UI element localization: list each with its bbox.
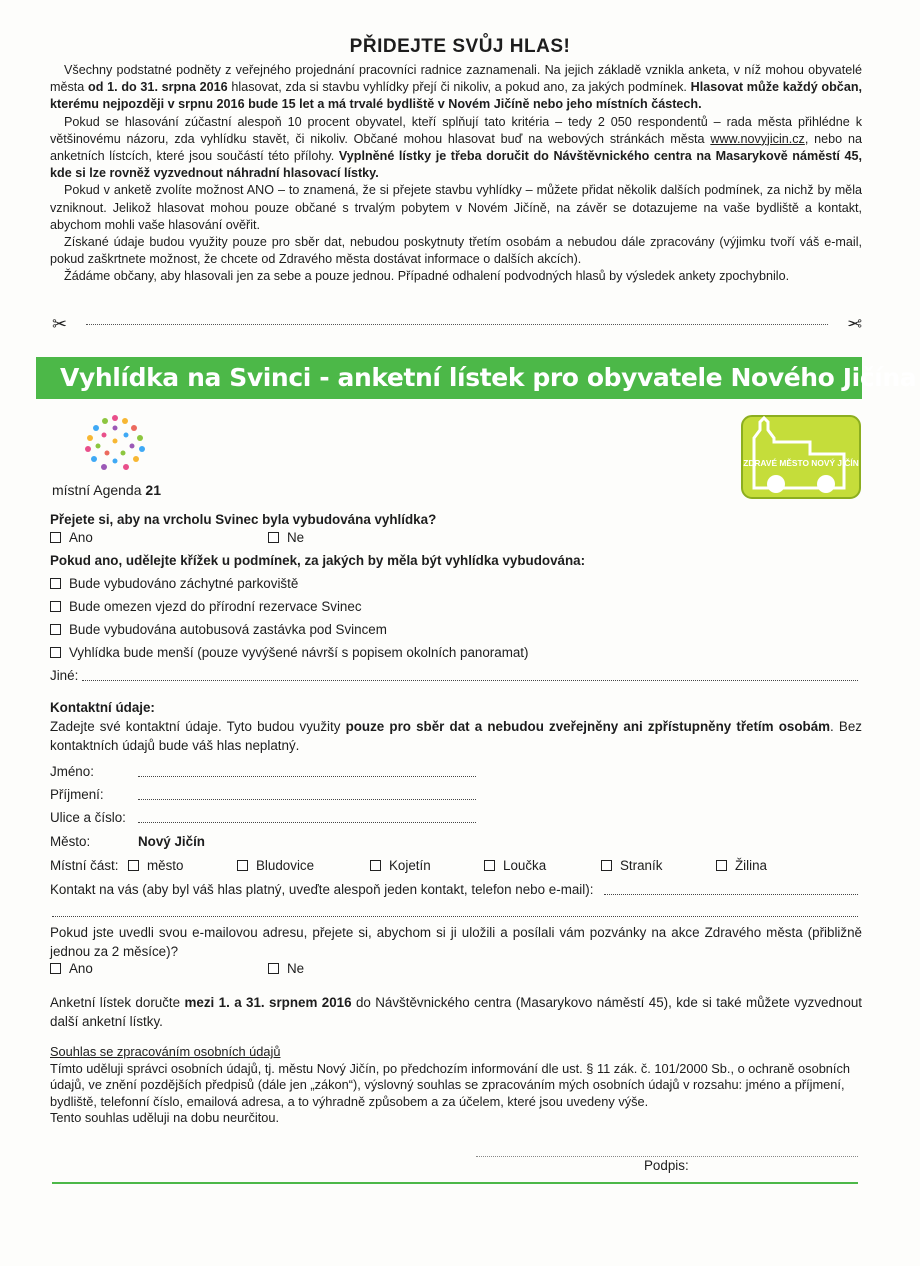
checkbox-icon[interactable] [237, 860, 248, 871]
intro-text [50, 62, 862, 286]
city-value: Nový Jičín [138, 834, 205, 849]
form-title: Vyhlídka na Svinci - anketní lístek pro obyvatele Nového Jičína [60, 363, 917, 392]
checkbox-icon[interactable] [370, 860, 381, 871]
district-option-loucka[interactable]: Loučka [484, 858, 546, 873]
q1-option-no[interactable]: Ne [268, 530, 304, 545]
contact-field-line-2[interactable] [52, 916, 858, 917]
question-vyhlidka: Přejete si, aby na vrcholu Svinec byla vybudována vyhlídka? [50, 512, 437, 527]
name-field[interactable] [138, 776, 476, 777]
checkbox-icon[interactable] [50, 578, 61, 589]
consent-section [50, 1044, 862, 1127]
footer-divider [52, 1182, 858, 1184]
district-option-mesto[interactable]: město [128, 858, 183, 873]
condition-restricted-entry[interactable]: Bude omezen vjezd do přírodní rezervace Svinec [50, 599, 362, 614]
intro-paragraph-2: Pokud se hlasování zúčastní alespoň 10 procent obyvatel, kteří splňují tato kritéria – tedy 2 050 respondentů – rada města přihlédne k většinovému názoru, zda vyhlídku stavět, či nikoliv. Občané mohou hlasovat buď na webových stránkách města www.novyjicin.cz, nebo na anketních lístcích, které jsou součástí této přílohy. Vyplněné lístky je třeba doručit do Návštěvnického centra na Masarykově náměstí 45, kde si lze rovněž vyzvednout náhradní hlasovací lístky. [50, 114, 862, 181]
checkbox-icon[interactable] [50, 601, 61, 612]
newsletter-option-no[interactable]: Ne [268, 961, 304, 976]
checkbox-icon[interactable] [716, 860, 727, 871]
delivery-instructions: Anketní lístek doručte mezi 1. a 31. srpnem 2016 do Návštěvnického centra (Masarykovo náměstí 45), kde si také můžete vyzvednout další anketní lístky. [50, 995, 862, 1029]
intro-paragraph-1: Všechny podstatné podněty z veřejného projednání pracovníci radnice zaznamenali. Na jejich základě vznikla anketa, v níž mohou obyvatelé města od 1. do 31. srpna 2016 hlasovat, zda si stavbu vyhlídky přejí či nikoliv, a pokud ano, za jakých podmínek. Hlasovat může každý občan, kterému nejpozději v srpnu 2016 bude 15 let a má trvalé bydliště v Novém Jičíně nebo jeho místních částech. [50, 63, 863, 112]
district-option-stranik[interactable]: Straník [601, 858, 662, 873]
condition-parking[interactable]: Bude vybudováno záchytné parkoviště [50, 576, 298, 591]
consent-text: Tímto uděluji správci osobních údajů, tj. městu Nový Jičín, po předchozím informování dle ust. § 11 zák. č. 101/2000 Sb., o ochraně osobních údajů, ve znění pozdějších předpisů (dále jen „zákon“), výslovný souhlas se zpracováním mých osobních údajů v rozsahu: jméno a příjmení, bydliště, telefonní číslo, emailová adresa, a to výhradně způsobem a za účelem, které jsou uvedeny výše. [50, 1060, 850, 1109]
surname-field[interactable] [138, 799, 476, 800]
checkbox-icon[interactable] [50, 963, 61, 974]
agenda21-logo-icon [82, 413, 148, 473]
scissors-icon: ✂ [846, 314, 862, 334]
cut-dotted-line [86, 324, 828, 325]
district-option-kojetin[interactable]: Kojetín [370, 858, 431, 873]
condition-bus-stop[interactable]: Bude vybudována autobusová zastávka pod Svincem [50, 622, 387, 637]
condition-smaller-lookout[interactable]: Vyhlídka bude menší (pouze vyvýšené návrší s popisem okolních panoramat) [50, 645, 529, 660]
checkbox-icon[interactable] [50, 647, 61, 658]
intro-paragraph-3: Pokud v anketě zvolíte možnost ANO – to znamená, že si přejete stavbu vyhlídky – můžete přidat několik dalších podmínek, za nichž by měla vzniknout. Jelikož hlasovat mohou pouze občané s trvalým pobytem v Novém Jičíně, na závěr se dotazujeme na vaše bydliště a kontakt, abychom mohli vaše hlasování ověřit. [50, 183, 862, 232]
other-field[interactable] [82, 680, 858, 681]
newsletter-question: Pokud jste uvedli svou e-mailovou adresu, přejete si, abychom si ji uložili a posílali vám pozvánky na akce Zdravého města (přibližně jednou za 2 měsíce)? [50, 925, 862, 959]
intro-paragraph-5: Žádáme občany, aby hlasovali jen za sebe a pouze jednou. Případné odhalení podvodných hlasů by výsledek ankety zpochybnilo. [64, 269, 790, 284]
checkbox-icon[interactable] [50, 532, 61, 543]
checkbox-icon[interactable] [268, 963, 279, 974]
name-label: Jméno: [50, 764, 94, 779]
street-field[interactable] [138, 822, 476, 823]
page-title: PŘIDEJTE SVŮJ HLAS! [349, 36, 571, 57]
q1-option-yes[interactable]: Ano [50, 530, 93, 545]
healthy-city-logo-icon [740, 414, 862, 500]
contact-line-label: Kontakt na vás (aby byl váš hlas platný, uveďte alespoň jeden kontakt, telefon nebo e-mail): [50, 882, 594, 897]
surname-label: Příjmení: [50, 787, 104, 802]
website-link[interactable]: www.novyjicin.cz [710, 131, 805, 146]
intro-paragraph-4: Získané údaje budou využity pouze pro sběr dat, nebudou poskytnuty třetím osobám a nebudou dále zpracovány (výjimku tvoří váš e-mail, pokud zaškrtnete možnost, že chcete od Zdravého města dostávat informace o dalších akcích). [50, 235, 862, 267]
cut-line [52, 314, 862, 334]
form-banner [36, 357, 917, 399]
question-conditions: Pokud ano, udělejte křížek u podmínek, za jakých by měla být vyhlídka vybudována: [50, 553, 586, 568]
consent-duration: Tento souhlas uděluji na dobu neurčitou. [50, 1110, 280, 1126]
checkbox-icon[interactable] [601, 860, 612, 871]
checkbox-icon[interactable] [50, 624, 61, 635]
checkbox-icon[interactable] [128, 860, 139, 871]
checkbox-icon[interactable] [484, 860, 495, 871]
signature-label: Podpis: [644, 1158, 689, 1173]
street-label: Ulice a číslo: [50, 810, 126, 825]
agenda21-label: místní Agenda 21 [52, 482, 161, 498]
district-label: Místní část: [50, 858, 119, 873]
signature-field[interactable] [476, 1156, 858, 1157]
contact-instructions: Zadejte své kontaktní údaje. Tyto budou využity pouze pro sběr dat a nebudou zveřejněny ani zpřístupněny třetím osobám. Bez kontaktních údajů bude váš hlas neplatný. [50, 719, 862, 753]
checkbox-icon[interactable] [268, 532, 279, 543]
district-option-zilina[interactable]: Žilina [716, 858, 767, 873]
contact-title: Kontaktní údaje: [50, 700, 155, 715]
newsletter-option-yes[interactable]: Ano [50, 961, 93, 976]
contact-field[interactable] [604, 894, 858, 895]
district-option-bludovice[interactable]: Bludovice [237, 858, 314, 873]
scissors-icon: ✂ [52, 314, 68, 334]
consent-title: Souhlas se zpracováním osobních údajů [50, 1044, 281, 1059]
healthy-city-logo-text: ZDRAVÉ MĚSTO NOVÝ JIČÍN [743, 458, 859, 468]
other-label: Jiné: [50, 668, 79, 683]
city-label: Město: [50, 834, 91, 849]
